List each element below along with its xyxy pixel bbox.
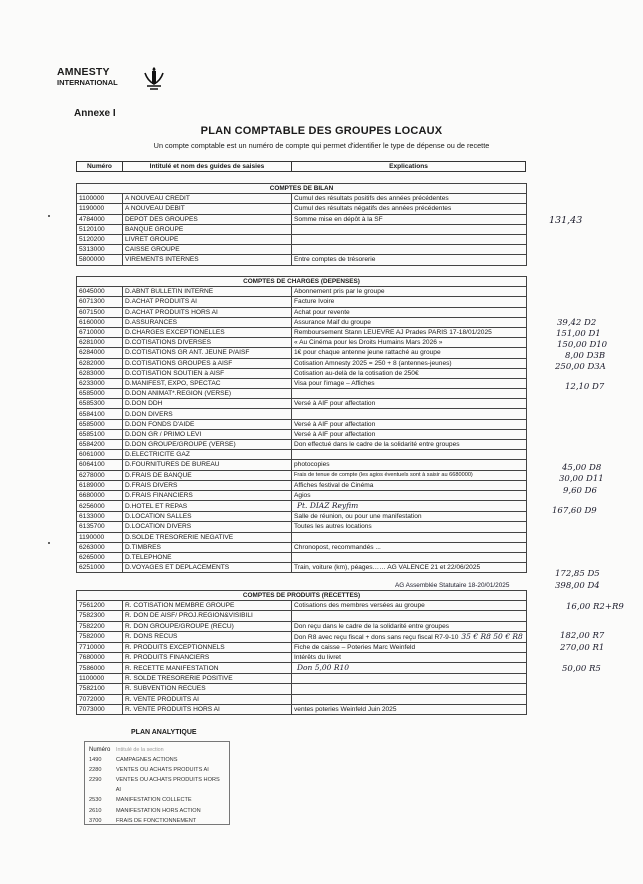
table-row <box>77 389 527 399</box>
account-explanation <box>292 368 527 378</box>
table-row <box>77 663 527 674</box>
analytic-head-num: Numéro <box>89 747 111 753</box>
section-header-row <box>77 184 527 194</box>
section-header-row <box>77 591 527 601</box>
account-label: R. DONS RECUS <box>123 631 292 642</box>
table-row <box>77 694 527 704</box>
account-explanation <box>292 307 527 317</box>
account-explanation <box>292 389 527 399</box>
explanation-text: Agios <box>294 492 311 500</box>
account-label: D.ELECTRICITE GAZ <box>123 450 292 460</box>
account-label: D.DON FONDS D'AIDE <box>123 419 292 429</box>
account-label: R. PRODUITS EXCEPTIONNELS <box>123 642 292 652</box>
account-explanation <box>292 358 527 368</box>
account-number: 6710000 <box>77 327 123 337</box>
explanation-text: « Au Cinéma pour les Droits Humains Mars 2026 » <box>294 339 443 347</box>
account-number: 1190000 <box>77 532 123 542</box>
analytic-label: MANIFESTATION HORS ACTION <box>116 807 201 814</box>
explanation-text: ventes poteries Weinfeld Juin 2025 <box>294 705 397 713</box>
account-explanation <box>292 214 527 224</box>
account-number: 7561200 <box>77 601 123 611</box>
handwritten-amount: 270,00 R1 <box>560 643 605 653</box>
handwritten-amount: 50,00 R5 <box>562 664 601 674</box>
account-explanation <box>292 663 527 674</box>
account-number: 7072000 <box>77 694 123 704</box>
account-label: R. VENTE PRODUITS AI <box>123 694 292 704</box>
table-row <box>77 429 527 439</box>
table-row <box>77 307 527 317</box>
section-title: COMPTES DE CHARGES (DEPENSES) <box>77 277 527 287</box>
account-number: 6278000 <box>77 470 123 480</box>
account-explanation <box>292 460 527 470</box>
explanation-text: Versé à AIF pour affectation <box>294 400 376 408</box>
explanation-text: Visa pour l'image – Affiches <box>294 379 375 387</box>
account-explanation <box>292 470 527 480</box>
explanation-text: Cumul des résultats positifs des années précédentes <box>294 195 449 203</box>
handwritten-amount: 39,42 D2 <box>557 318 597 328</box>
account-label: D.FRAIS FINANCIERS <box>123 490 292 500</box>
account-explanation <box>292 399 527 409</box>
account-label: D.ACHAT PRODUITS HORS AI <box>123 307 292 317</box>
produits-table <box>76 590 527 715</box>
account-label: D.SOLDE TRESORERIE NEGATIVE <box>123 532 292 542</box>
analytic-label: FRAIS DE FONCTIONNEMENT <box>116 817 197 824</box>
table-row <box>77 532 527 542</box>
analytic-label: MANIFESTATION COLLECTE <box>116 797 192 804</box>
explanation-text: Salle de réunion, ou pour une manifestation <box>294 513 422 521</box>
account-explanation <box>292 611 527 621</box>
account-label: D.ASSURANCES <box>123 317 292 327</box>
amnesty-logo <box>57 67 118 87</box>
analytic-label: VENTES OU ACHATS PRODUITS HORS AI <box>115 777 220 794</box>
account-label: R. DON GROUPE/GROUPE (RECU) <box>123 621 292 631</box>
account-label: D.DON GR / PRIMO LEVI <box>123 429 292 439</box>
handwritten-amount: 150,00 D10 <box>557 340 608 350</box>
account-label: D.VOYAGES ET DEPLACEMENTS <box>123 563 292 573</box>
handwritten-entry: 35 € R8 50 € R8 <box>461 631 523 641</box>
account-label: R. COTISATION MEMBRE GROUPE <box>123 601 292 611</box>
account-label: R. VENTE PRODUITS HORS AI <box>123 704 292 714</box>
account-label: D.LOCATION DIVERS <box>123 522 292 532</box>
account-explanation <box>292 552 527 562</box>
explanation-text: Cotisation Amnesty 2025 = 250 + 8 (antennes-jeunes) <box>294 359 452 367</box>
table-row <box>77 611 527 621</box>
account-number: 4784000 <box>77 214 123 224</box>
handwritten-amount: 182,00 R7 <box>560 631 605 641</box>
account-number: 6061000 <box>77 450 123 460</box>
account-number: 1100000 <box>77 674 123 684</box>
explanation-text: Fiche de caisse – Poteries Marc Weinfeld <box>294 643 416 651</box>
analytic-label: VENTES OU ACHATS PRODUITS AI <box>116 767 209 774</box>
account-label: R. DON DE AISF/ PROJ.REGION&VISIBILI <box>123 611 292 621</box>
account-label: A NOUVEAU DEBIT <box>123 204 292 214</box>
account-number: 6585300 <box>77 399 123 409</box>
account-label: DEPOT DES GROUPES <box>123 214 292 224</box>
analytic-head-label: Intitulé de la section <box>116 747 164 753</box>
account-number: 6135700 <box>77 522 123 532</box>
account-label: D.COTISATIONS GR ANT. JEUNE P/AISF <box>123 348 292 358</box>
table-row <box>77 338 527 348</box>
analytic-row <box>89 806 225 816</box>
account-explanation <box>292 621 527 631</box>
account-explanation <box>292 297 527 307</box>
account-explanation <box>292 631 527 642</box>
account-number: 6680000 <box>77 490 123 500</box>
handwritten-amount: 151,00 D1 <box>556 329 601 339</box>
account-explanation <box>292 245 527 255</box>
handwritten-entry: Don 5,00 R10 <box>297 663 350 673</box>
table-row <box>77 522 527 532</box>
account-explanation <box>292 338 527 348</box>
account-explanation <box>292 563 527 573</box>
account-explanation <box>292 532 527 542</box>
column-header-row <box>76 161 526 172</box>
table-row <box>77 287 527 297</box>
explanation-text: Assurance Maif du groupe <box>294 318 371 326</box>
analytic-num: 1490 <box>89 757 102 764</box>
table-row <box>77 601 527 611</box>
account-number: 7586000 <box>77 663 123 674</box>
explanation-text: Somme mise en dépôt à la SF <box>294 215 383 223</box>
table-row <box>77 440 527 450</box>
table-row <box>77 490 527 500</box>
account-explanation <box>292 234 527 244</box>
account-number: 6584200 <box>77 440 123 450</box>
section-title: COMPTES DE PRODUITS (RECETTES) <box>77 591 527 601</box>
account-explanation <box>292 652 527 662</box>
table-row <box>77 194 527 204</box>
account-explanation <box>292 287 527 297</box>
account-number: 6071300 <box>77 297 123 307</box>
table-row <box>77 224 527 234</box>
account-number: 6281000 <box>77 338 123 348</box>
account-explanation <box>292 429 527 439</box>
account-number: 6160000 <box>77 317 123 327</box>
account-number: 7582300 <box>77 611 123 621</box>
account-label: CAISSE GROUPE <box>123 245 292 255</box>
account-number: 5800000 <box>77 255 123 265</box>
margin-dot <box>48 215 50 217</box>
account-explanation <box>292 674 527 684</box>
table-row <box>77 204 527 214</box>
analytic-label: CAMPAGNES ACTIONS <box>116 757 178 764</box>
account-label: D.DON GROUPE/GROUPE (VERSE) <box>123 440 292 450</box>
account-number: 7582000 <box>77 631 123 642</box>
account-number: 5120100 <box>77 224 123 234</box>
account-number: 7710000 <box>77 642 123 652</box>
account-explanation <box>292 501 527 512</box>
table-row <box>77 674 527 684</box>
account-explanation <box>292 255 527 265</box>
analytic-header <box>89 745 225 755</box>
table-row <box>77 317 527 327</box>
account-label: D.TELEPHONE <box>123 552 292 562</box>
account-number: 7582200 <box>77 621 123 631</box>
account-explanation <box>292 704 527 714</box>
section-header-row <box>77 277 527 287</box>
account-label: D.TIMBRES <box>123 542 292 552</box>
header-numero: Numéro <box>77 162 123 171</box>
account-label: A NOUVEAU CREDIT <box>123 194 292 204</box>
table-row <box>77 552 527 562</box>
account-label: D.ACHAT PRODUITS AI <box>123 297 292 307</box>
logo-line1: AMNESTY <box>57 66 110 78</box>
account-number: 6263000 <box>77 542 123 552</box>
explanation-text: Train, voiture (km), péages…… AG VALENCE 21 et 22/06/2025 <box>294 564 481 572</box>
handwritten-amount: 9,60 D6 <box>563 486 597 496</box>
account-label: R. SOLDE TRESORERIE POSITIVE <box>123 674 292 684</box>
account-explanation <box>292 194 527 204</box>
table-row <box>77 652 527 662</box>
analytic-row <box>89 775 225 795</box>
account-number: 6282000 <box>77 358 123 368</box>
table-row <box>77 563 527 573</box>
account-label: R. SUBVENTION RECUES <box>123 684 292 694</box>
account-explanation <box>292 317 527 327</box>
explanation-text: photocopies <box>294 461 330 469</box>
explanation-text: 1€ pour chaque antenne jeune rattaché au groupe <box>294 349 441 357</box>
account-label: D.COTISATIONS DIVERSES <box>123 338 292 348</box>
page-title: PLAN COMPTABLE DES GROUPES LOCAUX <box>200 125 443 137</box>
charges-table <box>76 276 527 573</box>
explanation-text: Abonnement pris par le groupe <box>294 288 385 296</box>
table-row <box>77 327 527 337</box>
table-row <box>77 409 527 419</box>
account-number: 7680000 <box>77 652 123 662</box>
account-explanation <box>292 327 527 337</box>
table-row <box>77 621 527 631</box>
analytic-num: 3700 <box>89 817 102 824</box>
account-label: D.DON DDH <box>123 399 292 409</box>
section-title: COMPTES DE BILAN <box>77 184 527 194</box>
account-explanation <box>292 409 527 419</box>
account-label: R. PRODUITS FINANCIERS <box>123 652 292 662</box>
account-number: 6585000 <box>77 419 123 429</box>
explanation-text: Achat pour revente <box>294 308 350 316</box>
account-number: 6284000 <box>77 348 123 358</box>
account-number: 6256000 <box>77 501 123 512</box>
account-explanation <box>292 480 527 490</box>
annex-label: Annexe I <box>74 108 116 119</box>
explanation-text: Cotisations des membres versées au groupe <box>294 602 425 610</box>
candle-icon <box>144 67 164 91</box>
handwritten-amount: 167,60 D9 <box>552 506 597 516</box>
handwritten-amount: 45,00 D8 <box>562 463 602 473</box>
table-row <box>77 480 527 490</box>
analytic-num: 2610 <box>89 807 102 814</box>
account-number: 6071500 <box>77 307 123 317</box>
handwritten-amount: 250,00 D3A <box>555 362 606 372</box>
explanation-text: Remboursement Stann LEUEVRE AJ Prades PARIS 17-18/01/2025 <box>294 329 492 337</box>
account-number: 6283000 <box>77 368 123 378</box>
account-label: D.DON DIVERS <box>123 409 292 419</box>
account-number: 1190000 <box>77 204 123 214</box>
account-explanation <box>292 684 527 694</box>
explanation-text: Cotisation au-delà de la cotisation de 250€ <box>294 369 419 377</box>
table-row <box>77 358 527 368</box>
account-label: D.MANIFEST, EXPO, SPECTAC <box>123 378 292 388</box>
handwritten-amount: 8,00 D3B <box>565 351 606 361</box>
account-explanation <box>292 440 527 450</box>
explanation-text: Entre comptes de trésorerie <box>294 256 376 264</box>
table-row <box>77 631 527 642</box>
account-number: 6265000 <box>77 552 123 562</box>
table-row <box>77 450 527 460</box>
analytic-num: 2290 <box>89 777 102 784</box>
handwritten-amount: 398,00 D4 <box>555 581 600 591</box>
account-explanation <box>292 490 527 500</box>
account-number: 5120200 <box>77 234 123 244</box>
account-explanation <box>292 224 527 234</box>
account-label: D.FRAIS DIVERS <box>123 480 292 490</box>
page-subtitle: Un compte comptable est un numéro de compte qui permet d'identifier le type de dépense ou de recette <box>153 141 490 150</box>
account-number: 6233000 <box>77 378 123 388</box>
account-explanation <box>292 204 527 214</box>
explanation-text: Don reçu dans le cadre de la solidarité entre groupes <box>294 622 450 630</box>
account-number: 6584100 <box>77 409 123 419</box>
account-label: D.DON ANIMAT*.REGION (VERSE) <box>123 389 292 399</box>
account-label: VIREMENTS INTERNES <box>123 255 292 265</box>
analytic-title: PLAN ANALYTIQUE <box>131 729 197 736</box>
account-label: R. RECETTE MANIFESTATION <box>123 663 292 674</box>
analytic-row <box>89 795 225 805</box>
table-row <box>77 399 527 409</box>
analytic-num: 2530 <box>89 797 102 804</box>
table-row <box>77 501 527 512</box>
explanation-text: Cumul des résultats négatifs des années précédentes <box>294 205 452 213</box>
account-number: 6133000 <box>77 512 123 522</box>
table-row <box>77 542 527 552</box>
table-row <box>77 245 527 255</box>
handwritten-amount: 30,00 D11 <box>559 474 604 484</box>
account-label: D.COTISATIONS GROUPES à AISF <box>123 358 292 368</box>
account-number: 5313000 <box>77 245 123 255</box>
bilan-table <box>76 183 527 266</box>
table-row <box>77 368 527 378</box>
account-label: D.COTISATION SOUTIEN à AISF <box>123 368 292 378</box>
margin-dot <box>48 542 50 544</box>
account-explanation <box>292 542 527 552</box>
account-number: 6045000 <box>77 287 123 297</box>
account-number: 1100000 <box>77 194 123 204</box>
account-explanation <box>292 522 527 532</box>
table-row <box>77 512 527 522</box>
explanation-text: Versé à AIF pour affectation <box>294 420 376 428</box>
account-explanation <box>292 601 527 611</box>
handwritten-amount: 172,85 D5 <box>555 569 600 579</box>
table-row <box>77 460 527 470</box>
account-number: 7073000 <box>77 704 123 714</box>
explanation-text: Don effectué dans le cadre de la solidarité entre groupes <box>294 441 460 449</box>
table-row <box>77 234 527 244</box>
handwritten-entry: Pt. DIAZ Reyfim <box>297 501 359 511</box>
table-row <box>77 297 527 307</box>
explanation-text: Affiches festival de Cinéma <box>294 481 374 489</box>
table-row <box>77 470 527 480</box>
account-number: 6251000 <box>77 563 123 573</box>
account-explanation <box>292 642 527 652</box>
explanation-text: Don R8 avec reçu fiscal + dons sans reçu fiscal R7-9-10 <box>294 633 459 641</box>
explanation-text: Frais de tenue de compte (les agios éventuels sont à saisir au 6680000) <box>294 471 473 478</box>
account-explanation <box>292 694 527 704</box>
header-explications: Explications <box>389 163 428 170</box>
logo-line2: INTERNATIONAL <box>57 78 118 87</box>
table-row <box>77 214 527 224</box>
account-number: 6189000 <box>77 480 123 490</box>
account-label: D.CHARGES EXCEPTIONELLES <box>123 327 292 337</box>
account-explanation <box>292 450 527 460</box>
account-label: D.FRAIS DE BANQUE <box>123 470 292 480</box>
table-row <box>77 419 527 429</box>
header-intitule: Intitulé et nom des guides de saisies <box>123 162 292 171</box>
analytic-num: 2280 <box>89 767 102 774</box>
explanation-text: Facture Ivoire <box>294 298 335 306</box>
analytic-box <box>84 741 230 825</box>
account-label: LIVRET GROUPE <box>123 234 292 244</box>
analytic-row <box>89 816 225 826</box>
account-explanation <box>292 348 527 358</box>
handwritten-amount: 12,10 D7 <box>565 382 605 392</box>
table-row <box>77 642 527 652</box>
explanation-text: Versé à AIF pour affectation <box>294 430 376 438</box>
ag-note: AG Assemblée Statutaire 18-20/01/2025 <box>395 582 510 589</box>
account-explanation <box>292 512 527 522</box>
account-label: D.HOTEL ET REPAS <box>123 501 292 512</box>
account-label: D.ABNT BULLETIN INTERNE <box>123 287 292 297</box>
account-explanation <box>292 378 527 388</box>
handwritten-amount: 131,43 <box>549 215 583 226</box>
account-number: 7582100 <box>77 684 123 694</box>
table-row <box>77 684 527 694</box>
analytic-row <box>89 765 225 775</box>
account-label: D.FOURNITURES DE BUREAU <box>123 460 292 470</box>
analytic-row <box>89 755 225 765</box>
account-explanation <box>292 419 527 429</box>
account-number: 6064100 <box>77 460 123 470</box>
explanation-text: Chronopost, recommandés ... <box>294 543 381 551</box>
explanation-text: Toutes les autres locations <box>294 523 372 531</box>
account-number: 6585000 <box>77 389 123 399</box>
account-number: 6585100 <box>77 429 123 439</box>
table-row <box>77 348 527 358</box>
account-label: BANQUE GROUPE <box>123 224 292 234</box>
table-row <box>77 704 527 714</box>
table-row <box>77 255 527 265</box>
handwritten-amount: 16,00 R2+R9 <box>566 602 624 612</box>
explanation-text: Intérêts du livret <box>294 654 341 662</box>
table-row <box>77 378 527 388</box>
account-label: D.LOCATION SALLES <box>123 512 292 522</box>
